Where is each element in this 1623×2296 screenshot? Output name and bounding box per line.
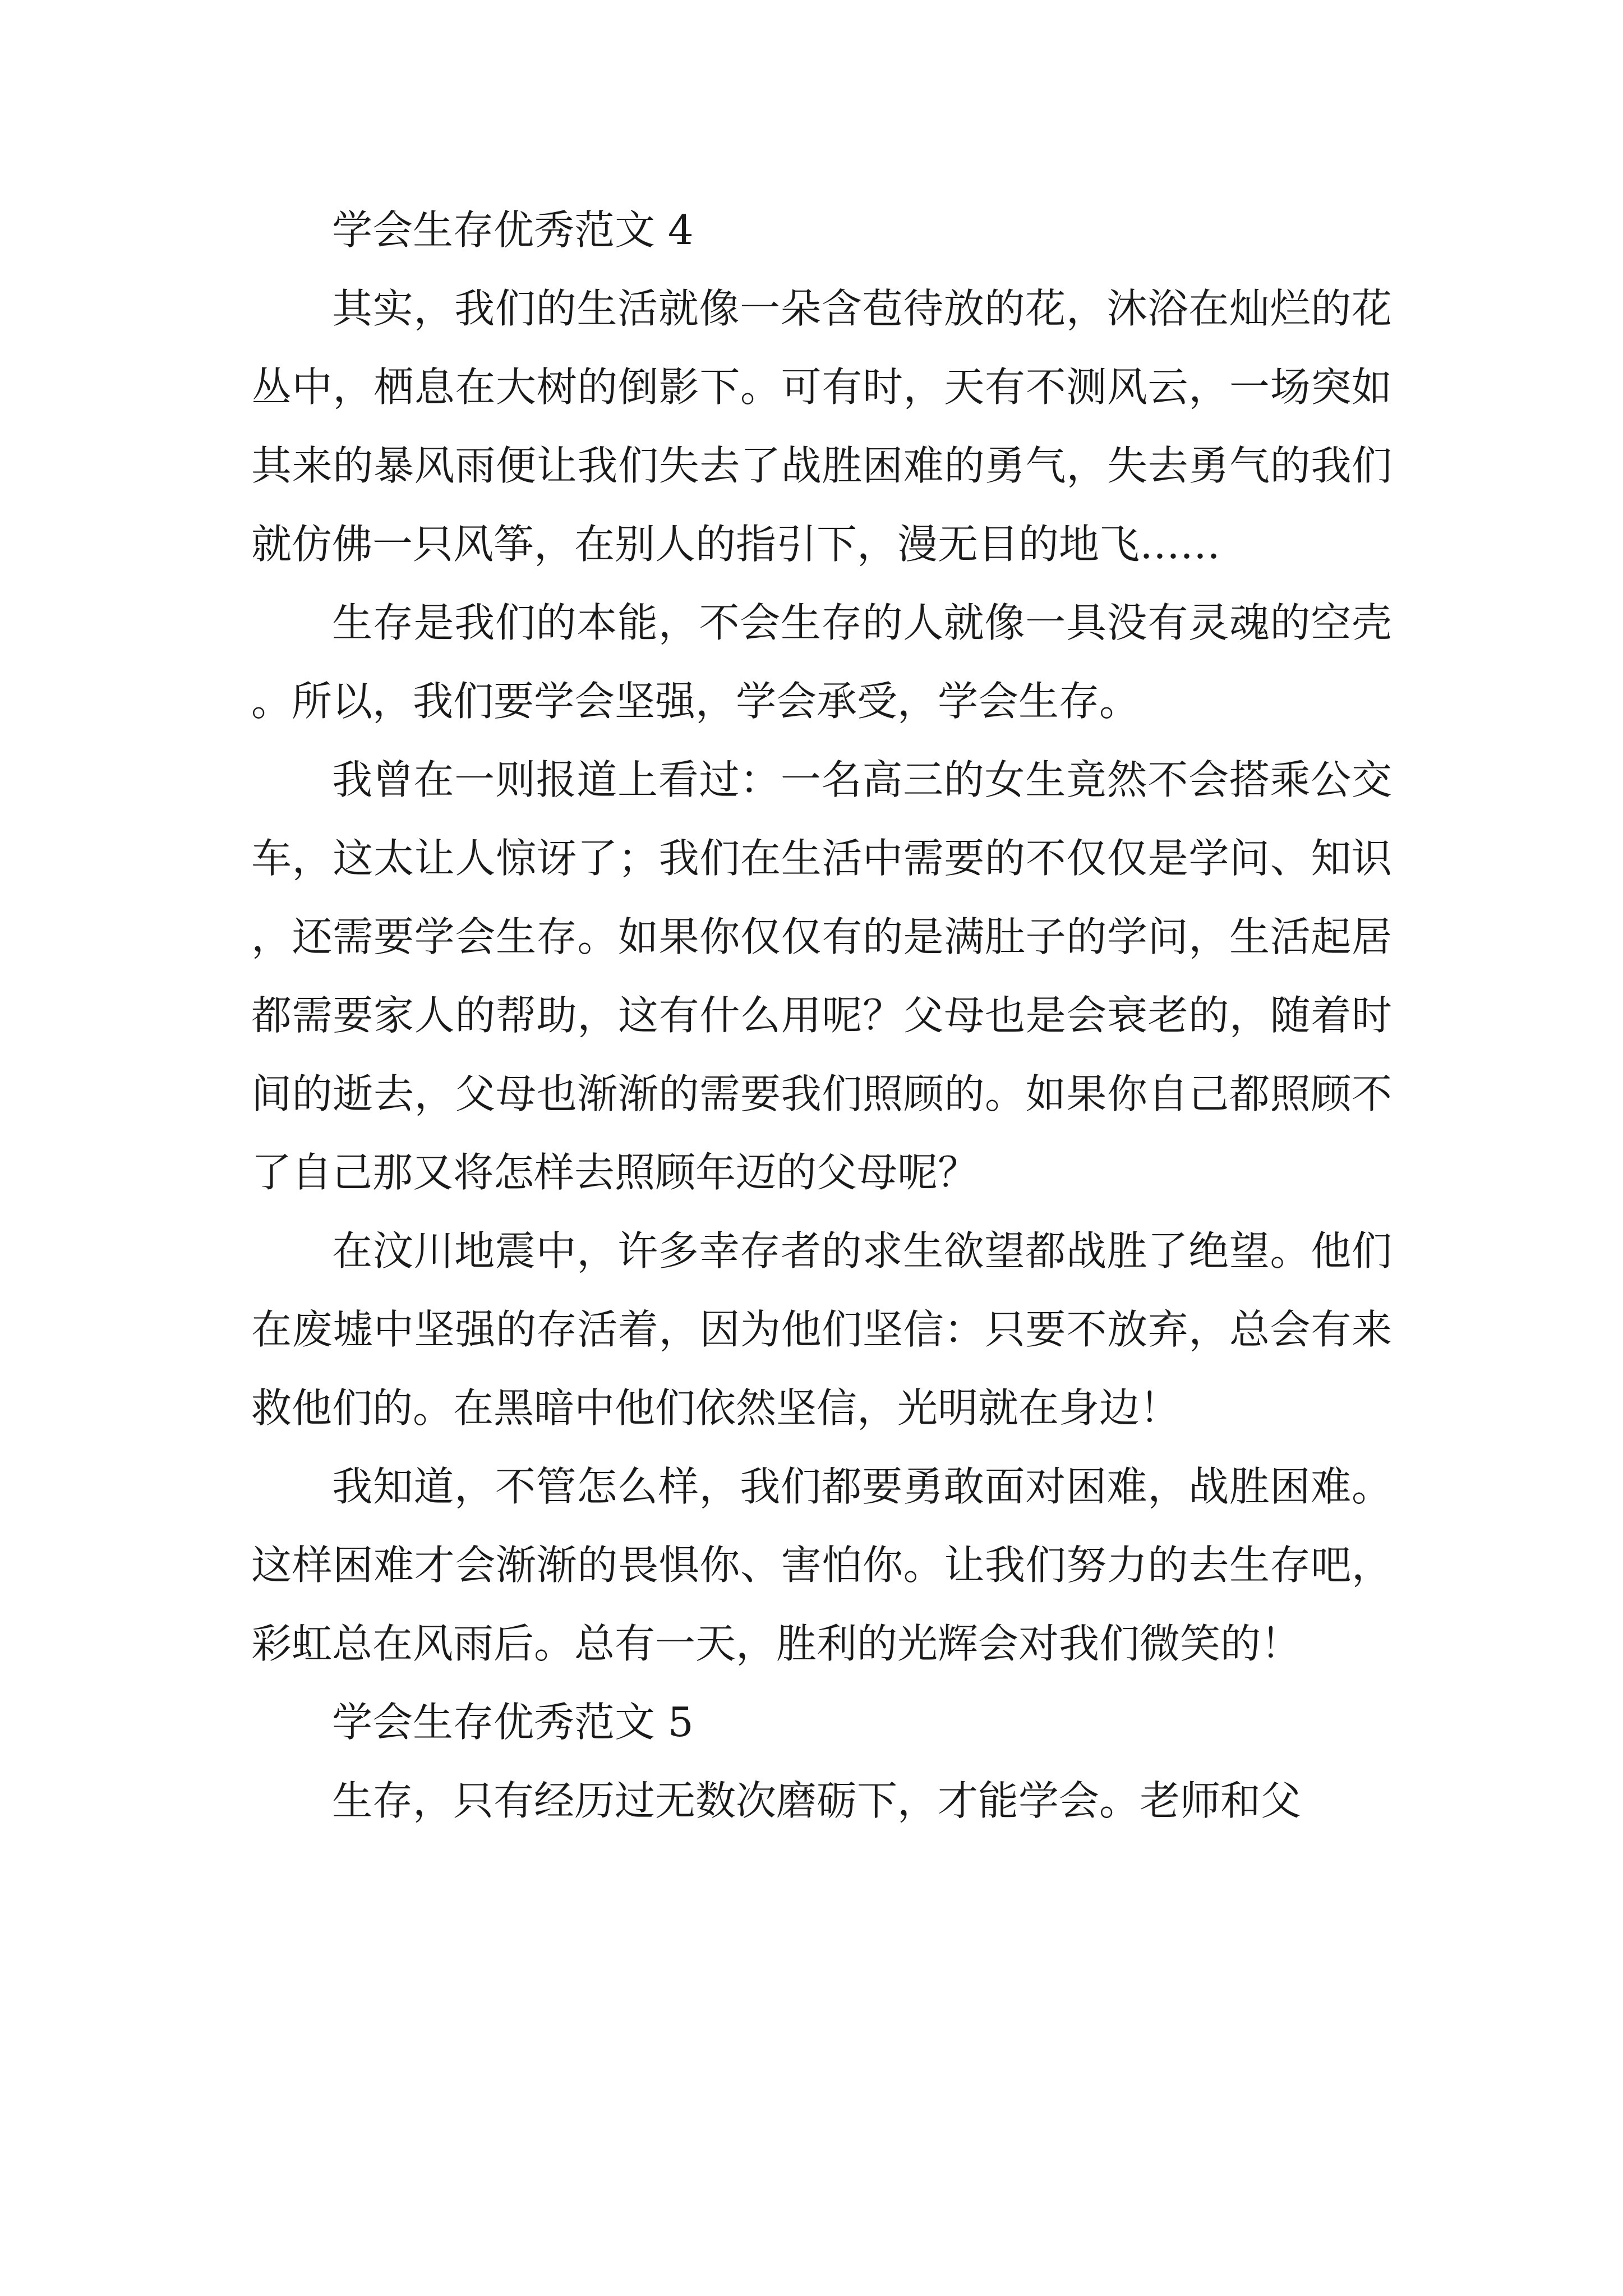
paragraph: 生存，只有经历过无数次磨砺下，才能学会。老师和父 bbox=[332, 1777, 1302, 1824]
section-heading-5: 学会生存优秀范文 5 bbox=[332, 1699, 694, 1746]
paragraph: 生存是我们的本能，不会生存的人就像一具没有灵魂的空壳。所以，我们要学会坚强，学会承受，学会生存。 bbox=[251, 599, 1392, 725]
paragraph: 我曾在一则报道上看过：一名高三的女生竟然不会搭乘公交车，这太让人惊讶了；我们在生活中需要的不仅仅是学问、知识，还需要学会生存。如果你仅仅有的是满肚子的学问，生活起居都需要家人的帮助，这有什么用呢？父母也是会衰老的，随着时间的逝去，父母也渐渐的需要我们照顾的。如果你自己都照顾不了自己那又将怎样去照顾年迈的父母呢？ bbox=[251, 756, 1392, 1196]
document-body bbox=[251, 191, 1392, 1840]
paragraph: 其实，我们的生活就像一朵含苞待放的花，沐浴在灿烂的花丛中，栖息在大树的倒影下。可有时，天有不测风云，一场突如其来的暴风雨便让我们失去了战胜困难的勇气，失去勇气的我们就仿佛一只风筝，在别人的指引下，漫无目的地飞…… bbox=[251, 285, 1392, 568]
paragraph: 在汶川地震中，许多幸存者的求生欲望都战胜了绝望。他们在废墟中坚强的存活着，因为他们坚信：只要不放弃，总会有来救他们的。在黑暗中他们依然坚信，光明就在身边！ bbox=[251, 1227, 1392, 1432]
section-heading-4: 学会生存优秀范文 4 bbox=[332, 206, 694, 254]
paragraph: 我知道，不管怎么样，我们都要勇敢面对困难，战胜困难。这样困难才会渐渐的畏惧你、害怕你。让我们努力的去生存吧，彩虹总在风雨后。总有一天，胜利的光辉会对我们微笑的！ bbox=[251, 1463, 1392, 1667]
